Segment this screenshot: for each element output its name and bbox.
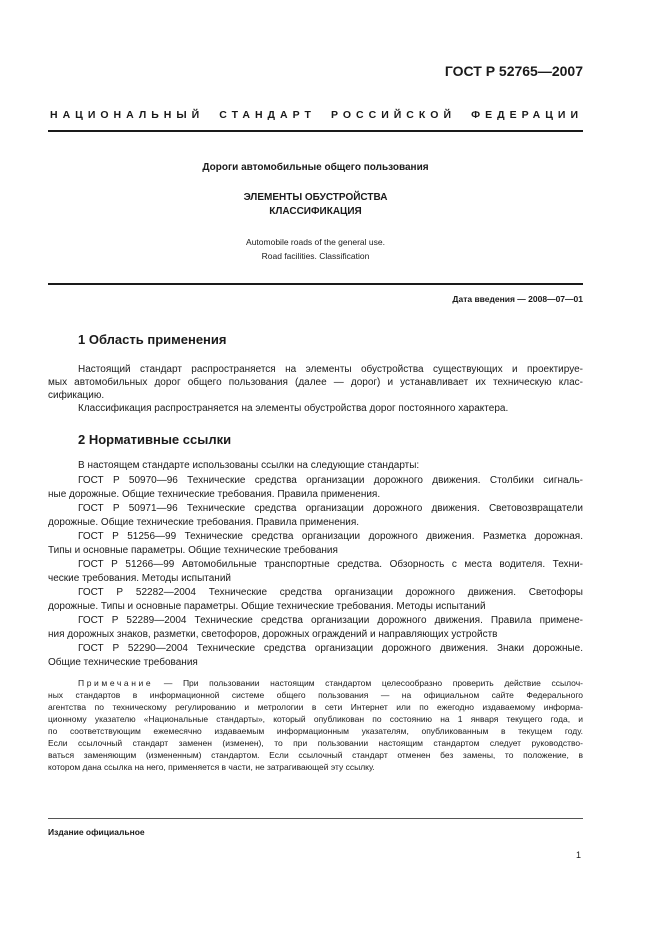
note-line: ных стандартов в информационной системе общего пользования — на официальном сайте Федерального [48,690,583,700]
reference-line: ГОСТ Р 50971—96 Технические средства организации дорожного движения. Световозвращатели [78,503,583,514]
reference-line: Общие технические требования [48,657,198,668]
reference-line: ГОСТ Р 50970—96 Технические средства организации дорожного движения. Столбики сигналь- [78,475,583,486]
reference-line: ГОСТ Р 52290—2004 Технические средства организации дорожного движения. Знаки дорожные. [78,643,583,654]
reference-line: Типы и основные параметры. Общие технические требования [48,545,338,556]
standard-title-line-1: ЭЛЕМЕНТЫ ОБУСТРОЙСТВА [243,192,388,203]
footer-rule [48,818,583,819]
text-line: В настоящем стандарте использованы ссылки на следующие стандарты: [78,460,420,471]
reference-line: ГОСТ Р 52289—2004 Технические средства организации дорожного движения. Правила примене- [78,615,583,626]
text-line: мых автомобильных дорог общего пользования (далее — дорог) и устанавливает их техническую клас- [48,377,583,388]
text-line: сификацию. [48,390,105,401]
reference-line: ГОСТ Р 51256—99 Технические средства организации дорожного движения. Разметка дорожная. [78,531,583,542]
reference-line: дорожные. Общие технические требования. Правила применения. [48,517,360,528]
note-line: по соответствующим ежемесячно издаваемым информационным указателям, опубликованным в текущем году. [48,726,583,736]
english-title-line-1: Automobile roads of the general use. [246,237,385,247]
edition-label: Издание официальное [48,827,145,837]
page-number: 1 [575,850,581,860]
reference-line: дорожные. Типы и основные параметры. Общие технические требования. Методы испытаний [48,601,486,612]
effective-date: Дата введения — 2008—07—01 [452,294,583,304]
text-line: Настоящий стандарт распространяется на элементы обустройства существующих и проектируе- [78,364,583,375]
note-line: ваться заменяющим (измененным) стандартом. Если ссылочный стандарт отменен без замены, то положение, в [48,750,583,760]
note-line: агентства по техническому регулированию и метрологии в сети Интернет или по ежегодно издаваемому информа- [48,702,583,712]
top-rule [48,130,583,132]
note-line: ционному указателю «Национальные стандарты», который опубликован по состоянию на 1 января текущего года, и [48,714,583,724]
standard-type-heading: НАЦИОНАЛЬНЫЙ СТАНДАРТ РОССИЙСКОЙ ФЕДЕРАЦИИ [50,109,583,121]
reference-line: ния дорожных знаков, разметки, светофоров, дорожных ограждений и направляющих устройств [48,629,498,640]
note-text: — При пользовании настоящим стандартом целесообразно проверить действие ссылоч- [163,678,583,688]
title-block-rule [48,283,583,285]
reference-line: ГОСТ Р 52282—2004 Технические средства организации дорожного движения. Светофоры [78,587,583,598]
reference-line: ГОСТ Р 51266—99 Автомобильные транспортные средства. Обзорность с места водителя. Техни- [78,559,583,570]
text-line: Классификация распространяется на элементы обустройства дорог постоянного характера. [78,403,509,414]
note-label: Примечание [78,678,154,688]
note-line: Если ссылочный стандарт заменен (изменен), то при пользовании настоящим стандартом следует руководство- [48,738,583,748]
note-line: котором дана ссылка на него, применяется в части, не затрагивающей эту ссылку. [48,762,375,772]
standard-title-line-2: КЛАССИФИКАЦИЯ [269,206,362,217]
reference-line: ческие требования. Методы испытаний [48,573,231,584]
section-1-heading: 1 Область применения [78,332,227,347]
standard-subject: Дороги автомобильные общего пользования [202,162,429,173]
section-2-heading: 2 Нормативные ссылки [78,432,232,447]
reference-line: ные дорожные. Общие технические требования. Правила применения. [48,489,381,500]
note-line [78,677,583,689]
english-title-line-2: Road facilities. Classification [261,251,370,261]
document-number: ГОСТ Р 52765—2007 [444,63,583,79]
